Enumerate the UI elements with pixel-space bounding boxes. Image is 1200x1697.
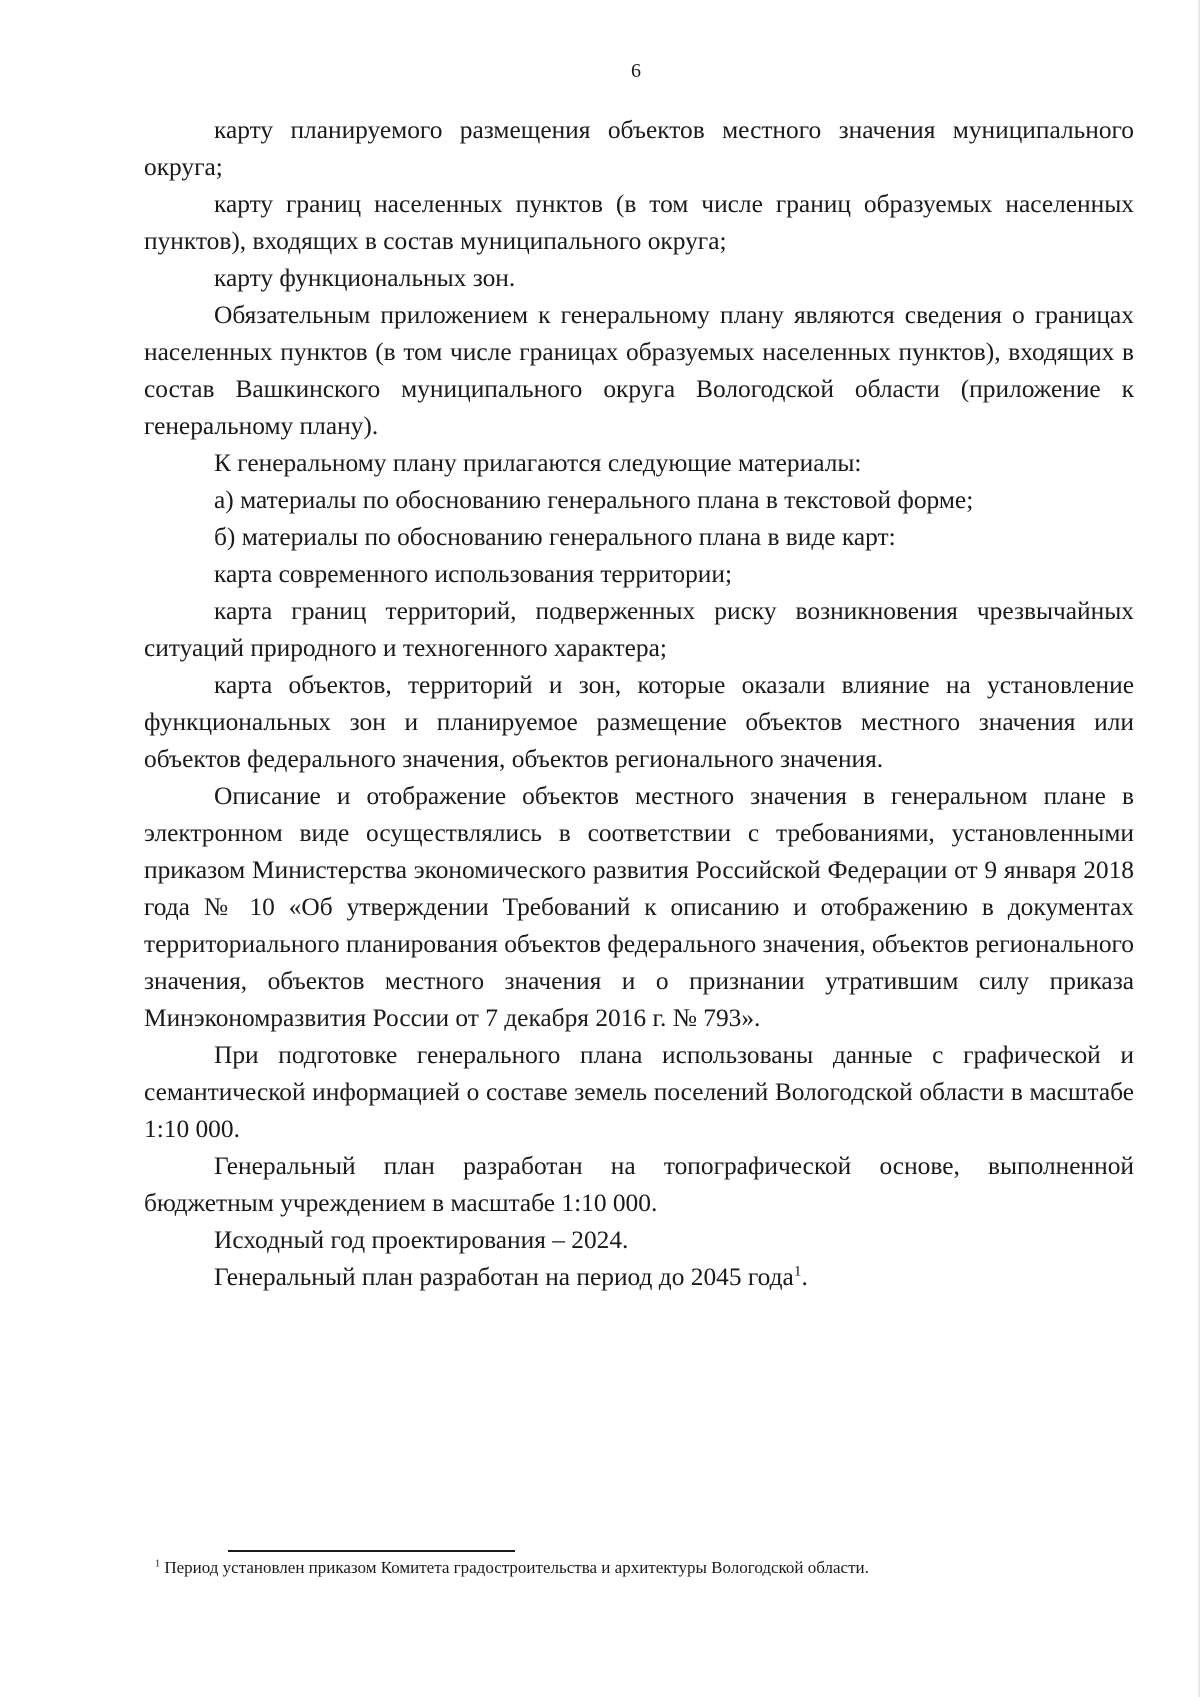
footnote-text: Период установлен приказом Комитета градостроительства и архитектуры Вологодской области. bbox=[164, 1558, 869, 1577]
body-text bbox=[144, 112, 1134, 1296]
paragraph-electronic-description: Описание и отображение объектов местного значения в генеральном плане в электронном виде осуществлялись в соответствии с требованиями, установленными приказом Министерства экономического развития Российской Федерации от 9 января 2018 года № 10 «Об утверждении Требований к описанию и отображению в документах территориального планирования объектов федерального значения, объектов регионального значения, объектов местного значения и о признании утратившим силу приказа Минэкономразвития России от 7 декабря 2016 г. № 793». bbox=[144, 782, 1134, 1032]
footnote-reference: 1 bbox=[793, 1262, 802, 1280]
paragraph-materials-text-form: а) материалы по обоснованию генерального плана в текстовой форме; bbox=[214, 486, 974, 514]
footnote-mark: 1 bbox=[155, 1558, 161, 1570]
planning-period-end: . bbox=[801, 1263, 808, 1291]
footnote bbox=[155, 1556, 1135, 1580]
paragraph-map-influence-zones: карта объектов, территорий и зон, которые оказали влияние на установление функциональных зон и планируемое размещение объектов местного значения или объектов федерального значения, объектов регионального значения. bbox=[144, 671, 1134, 773]
paragraph-planning-period bbox=[144, 1259, 1134, 1296]
paragraph-map-current-use: карта современного использования территории; bbox=[214, 560, 733, 588]
paragraph-map-functional-zones: карту функциональных зон. bbox=[214, 264, 516, 292]
paragraph-topographic-basis: Генеральный план разработан на топографической основе, выполненной бюджетным учреждением в масштабе 1:10 000. bbox=[144, 1152, 1134, 1217]
footnote-separator bbox=[228, 1550, 515, 1552]
paragraph-materials-maps: б) материалы по обоснованию генерального плана в виде карт: bbox=[214, 523, 896, 551]
paragraph-data-sources: При подготовке генерального плана использованы данные с графической и семантической информацией о составе земель поселений Вологодской области в масштабе 1:10 000. bbox=[144, 1041, 1134, 1143]
paragraph-mandatory-appendix: Обязательным приложением к генеральному плану являются сведения о границах населенных пунктов (в том числе границах образуемых населенных пунктов), входящих в состав Вашкинского муниципального округа Вологодской области (приложение к генеральному плану). bbox=[144, 301, 1134, 440]
paragraph-base-year: Исходный год проектирования – 2024. bbox=[214, 1226, 629, 1254]
paragraph-map-local-objects: карту планируемого размещения объектов местного значения муниципального округа; bbox=[144, 116, 1134, 181]
paragraph-map-settlement-borders: карту границ населенных пунктов (в том числе границ образуемых населенных пунктов), входящих в состав муниципального округа; bbox=[144, 190, 1134, 255]
paragraph-map-emergency-risk: карта границ территорий, подверженных риску возникновения чрезвычайных ситуаций природного и техногенного характера; bbox=[144, 597, 1134, 662]
page-number: 6 bbox=[631, 60, 641, 82]
planning-period-text: Генеральный план разработан на период до 2045 года bbox=[214, 1263, 794, 1291]
paragraph-materials-intro: К генеральному плану прилагаются следующие материалы: bbox=[214, 449, 862, 477]
